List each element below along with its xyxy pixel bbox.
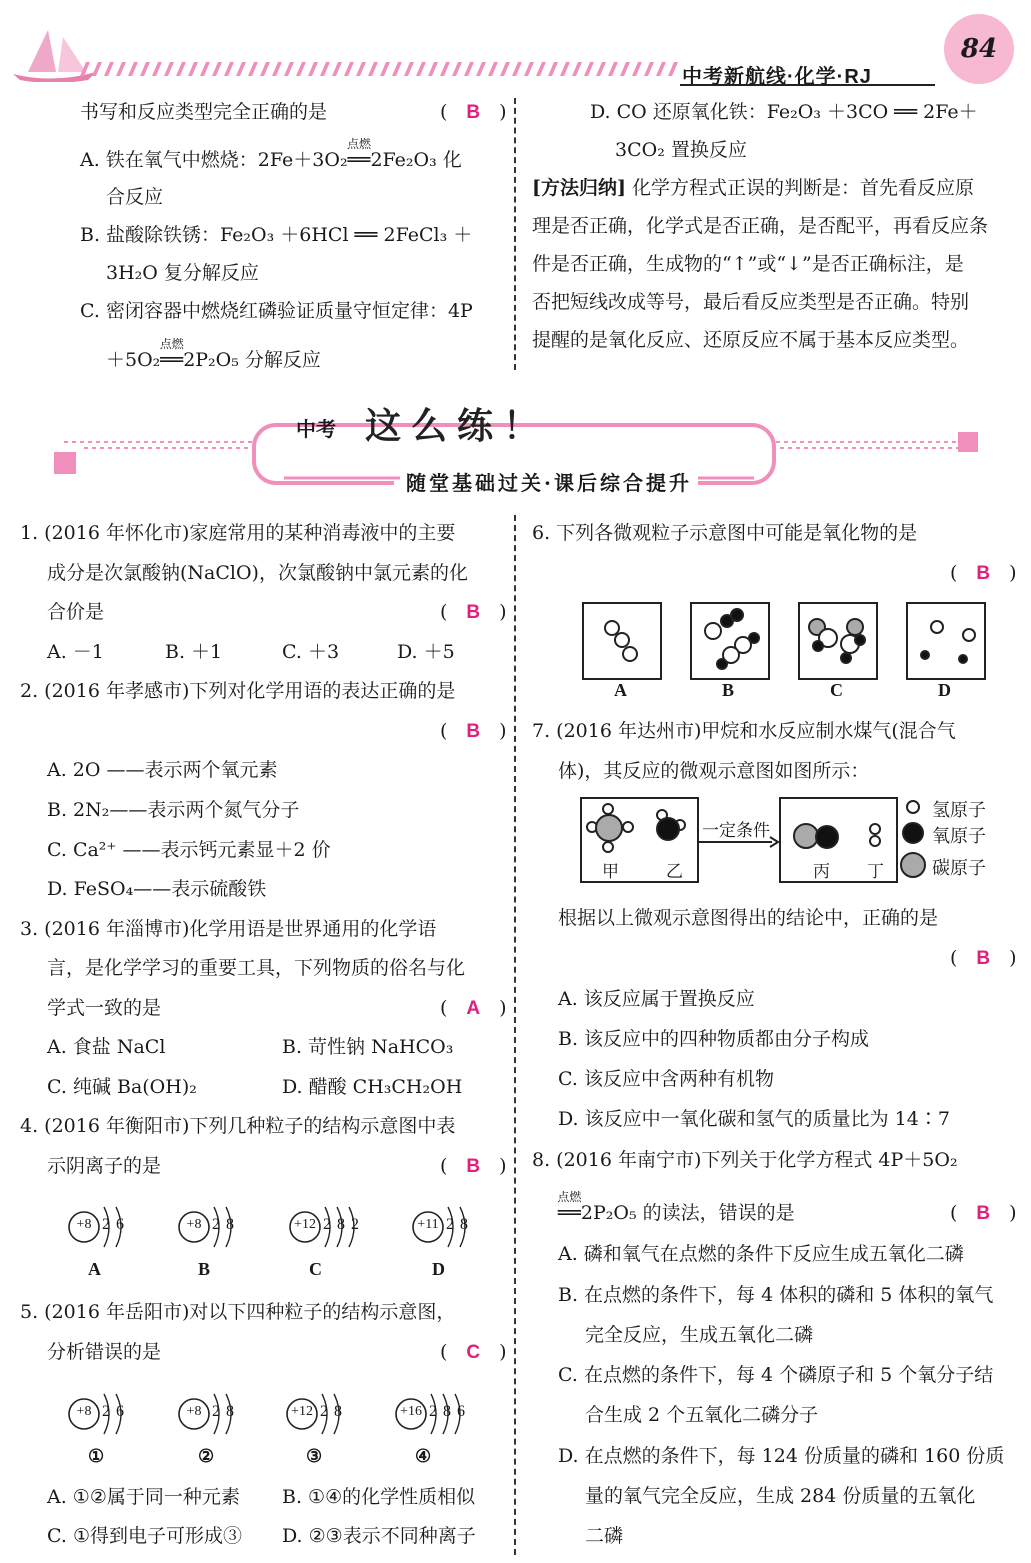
species-label: 丁 <box>867 862 884 882</box>
question-text: 8. (2016 年南宁市)下列关于化学方程式 4P＋5O₂ <box>532 1149 958 1171</box>
option-c-text: ＋5O₂ <box>106 349 161 371</box>
diagram-label: D <box>432 1259 445 1279</box>
question-text: 3. (2016 年淄博市)化学用语是世界通用的化学语 <box>20 918 437 940</box>
atom-structure-diagram <box>284 1390 379 1470</box>
diagram-label: ① <box>88 1446 105 1466</box>
option-c-cont: 合生成 2 个五氧化二磷分子 <box>585 1404 819 1426</box>
reactants-box <box>580 797 699 883</box>
option-d: D. 该反应中一氧化碳和氢气的质量比为 14∶7 <box>558 1108 950 1130</box>
diagram-label: ④ <box>415 1446 432 1466</box>
black-atom-icon <box>854 634 866 646</box>
option-a <box>80 137 462 172</box>
shell-electrons: 2 8 <box>212 1216 235 1233</box>
nucleus-charge: +8 <box>76 1404 92 1419</box>
main-column-divider <box>514 515 516 1555</box>
question-text-2: 2P₂O₅ 的读法，错误的是 <box>580 1202 795 1224</box>
legend-label: 碳原子 <box>932 858 986 879</box>
nucleus-charge: +12 <box>291 1404 313 1419</box>
question-text: 1. (2016 年怀化市)家庭常用的某种消毒液中的主要 <box>20 522 456 544</box>
option-b: B. ＋1 <box>165 641 223 663</box>
shell-electrons: 2 8 <box>446 1216 469 1233</box>
answer-bracket: ( B ) <box>950 947 1017 969</box>
hydrogen-atom-icon <box>869 835 881 847</box>
species-label: 甲 <box>602 862 619 882</box>
answer: B <box>466 102 481 123</box>
option-d-cont: 二磷 <box>585 1525 624 1547</box>
answer-bracket: ( B ) <box>440 1155 507 1177</box>
answer: B <box>466 721 481 742</box>
atom-structure-diagram <box>176 1390 271 1470</box>
option-b: B. 2N₂——表示两个氮气分子 <box>47 799 300 821</box>
box-label: D <box>938 680 951 700</box>
banner-title: 这么练！ <box>365 406 550 447</box>
diagram-label: ② <box>198 1446 215 1466</box>
question-text: 体)，其反应的微观示意图如图所示： <box>558 760 870 782</box>
page-number: 84 <box>944 14 1014 84</box>
box-label: A <box>614 680 627 700</box>
particle-box-a <box>582 602 662 680</box>
answer-bracket: ( B ) <box>950 1202 1017 1224</box>
species-label: 乙 <box>666 862 683 882</box>
method-line: 理是否正确，化学式是否正确，是否配平，再看反应条 <box>532 215 989 237</box>
hydrogen-legend-icon <box>906 800 920 814</box>
option-b: B. ①④的化学性质相似 <box>282 1486 476 1508</box>
question-text: 合价是 <box>47 601 105 623</box>
black-atom-icon <box>920 650 930 660</box>
products-box <box>779 797 898 883</box>
black-atom-icon <box>840 652 852 664</box>
question-text: 成分是次氯酸钠(NaClO)，次氯酸钠中氯元素的化 <box>47 562 468 584</box>
nucleus-charge: +8 <box>186 1217 202 1232</box>
option-c-cont <box>106 337 321 372</box>
option-a-text2: 2Fe₂O₃ 化 <box>370 149 462 171</box>
carbon-legend-icon <box>900 852 926 878</box>
shell-electrons: 2 8 6 <box>429 1403 466 1420</box>
top-column-divider <box>514 98 516 370</box>
method-line: 提醒的是氧化反应、还原反应不属于基本反应类型。 <box>532 329 970 351</box>
black-atom-icon <box>716 658 728 670</box>
species-label: 丙 <box>813 862 830 882</box>
option-c: C. 密闭容器中燃烧红磷验证质量守恒定律：4P <box>80 300 473 322</box>
black-atom-icon <box>730 608 744 622</box>
banner-title-small: 中考 <box>296 417 336 441</box>
shell-electrons: 2 8 2 <box>323 1216 360 1233</box>
option-d-cont: 3CO₂ 置换反应 <box>615 139 747 161</box>
black-atom-icon <box>748 632 760 644</box>
option-d: D. ＋5 <box>397 641 455 663</box>
nucleus-charge: +8 <box>186 1404 202 1419</box>
option-c: C. 纯碱 Ba(OH)₂ <box>47 1076 197 1098</box>
shell-electrons: 2 8 <box>212 1403 235 1420</box>
question-text: 分析错误的是 <box>47 1341 162 1363</box>
particle-box-c <box>798 602 878 680</box>
method-tag: [方法归纳] <box>532 177 626 199</box>
option-d: D. 在点燃的条件下，每 124 份质量的磷和 160 份质 <box>558 1445 1005 1467</box>
nucleus-charge: +11 <box>417 1217 439 1232</box>
hydrogen-atom-icon <box>602 841 614 853</box>
method-line: 化学方程式正误的判断是：首先看反应原 <box>632 177 975 199</box>
black-atom-icon <box>812 640 824 652</box>
header-stripe <box>80 62 680 76</box>
nucleus-charge: +8 <box>76 1217 92 1232</box>
option-d: D. 醋酸 CH₃CH₂OH <box>282 1076 463 1098</box>
answer-bracket: ( B ) <box>440 720 507 742</box>
answer-bracket: ( A ) <box>440 997 507 1019</box>
option-c: C. ＋3 <box>282 641 340 663</box>
option-a: A. 该反应属于置换反应 <box>558 988 755 1010</box>
particle-box-b <box>690 602 770 680</box>
answer: A <box>466 998 481 1019</box>
option-c: C. 该反应中含两种有机物 <box>558 1068 774 1090</box>
question-text: 学式一致的是 <box>47 997 162 1019</box>
question-text: 2. (2016 年孝感市)下列对化学用语的表达正确的是 <box>20 680 456 702</box>
diagram-label: B <box>198 1259 211 1279</box>
method-line: 否把短线改成等号，最后看反应类型是否正确。特别 <box>532 291 970 313</box>
diagram-label: C <box>309 1259 322 1279</box>
option-a: A. ①②属于同一种元素 <box>47 1486 240 1508</box>
white-atom-icon <box>704 622 722 640</box>
nucleus-charge: +12 <box>294 1217 316 1232</box>
answer-bracket: ( C ) <box>440 1341 507 1363</box>
question-text: 7. (2016 年达州市)甲烷和水反应制水煤气(混合气 <box>532 720 956 742</box>
oxygen-atom-icon <box>815 825 839 849</box>
white-atom-icon <box>622 646 638 662</box>
option-d-cont: 量的氧气完全反应，生成 284 份质量的五氧化 <box>585 1485 976 1507</box>
shell-electrons: 2 6 <box>102 1403 125 1420</box>
shell-electrons: 2 6 <box>102 1216 125 1233</box>
condition-arrow: 点燃 ══ <box>346 137 372 171</box>
question-text <box>557 1190 795 1225</box>
particle-box-d <box>906 602 986 680</box>
option-a: A. 食盐 NaCl <box>47 1036 166 1058</box>
question-text: 4. (2016 年衡阳市)下列几种粒子的结构示意图中表 <box>20 1115 456 1137</box>
condition-arrow: 点燃 ══ <box>159 337 184 371</box>
option-c-text2: 2P₂O₅ 分解反应 <box>183 349 321 371</box>
answer-bracket: ( B ) <box>440 101 507 123</box>
reaction-arrow-icon <box>698 836 780 848</box>
diagram-label: A <box>88 1259 101 1279</box>
option-d: D. FeSO₄——表示硫酸铁 <box>47 878 267 900</box>
atom-structure-diagram <box>410 1203 505 1283</box>
answer-bracket: ( B ) <box>440 601 507 623</box>
question-text: 5. (2016 年岳阳市)对以下四种粒子的结构示意图， <box>20 1301 456 1323</box>
condition-label: 点燃 <box>159 337 184 351</box>
question-text: 6. 下列各微观粒子示意图中可能是氧化物的是 <box>532 522 918 544</box>
method-line: 件是否正确，生成物的“↑”或“↓”是否正确标注，是 <box>532 253 964 275</box>
option-a: A. 磷和氧气在点燃的条件下反应生成五氧化二磷 <box>558 1243 964 1265</box>
header-title: 中考新航线·化学·RJ <box>682 66 872 88</box>
diagram-label: ③ <box>306 1446 323 1466</box>
option-b-cont: 3H₂O 复分解反应 <box>106 262 259 284</box>
legend-label: 氧原子 <box>932 826 986 847</box>
option-a-text: A. 铁在氧气中燃烧：2Fe＋3O₂ <box>80 149 348 171</box>
option-c: C. ①得到电子可形成③ <box>47 1525 242 1547</box>
option-a: A. －1 <box>47 641 104 663</box>
option-b: B. 该反应中的四种物质都由分子构成 <box>558 1028 870 1050</box>
option-d: D. ②③表示不同种离子 <box>282 1525 476 1547</box>
atom-structure-diagram <box>176 1203 271 1283</box>
oxygen-atom-icon <box>656 817 680 841</box>
shell-electrons: 2 8 <box>320 1403 343 1420</box>
condition-arrow: 点燃 ══ <box>557 1190 582 1224</box>
white-atom-icon <box>962 628 976 642</box>
answer: C <box>466 1342 481 1363</box>
atom-structure-diagram <box>66 1390 161 1470</box>
answer: B <box>466 602 481 623</box>
question-text: 示阴离子的是 <box>47 1155 162 1177</box>
option-d: D. CO 还原氧化铁：Fe₂O₃ ＋3CO ══ 2Fe＋ <box>590 101 978 123</box>
box-label: B <box>722 680 735 700</box>
carbon-atom-icon <box>595 814 623 842</box>
condition-label: 点燃 <box>557 1190 582 1204</box>
option-a-cont: 合反应 <box>106 186 164 208</box>
answer: B <box>976 563 991 584</box>
answer: B <box>976 948 991 969</box>
atom-structure-diagram <box>66 1203 161 1283</box>
box-label: C <box>830 680 843 700</box>
arrow-label: 一定条件 <box>702 821 770 841</box>
option-c: C. Ca²⁺ ——表示钙元素显＋2 价 <box>47 839 331 861</box>
oxygen-legend-icon <box>902 822 924 844</box>
question-stem: 书写和反应类型完全正确的是 <box>80 101 328 123</box>
banner-subtitle: 随堂基础过关·课后综合提升 <box>400 467 698 496</box>
option-c: C. 在点燃的条件下，每 4 个磷原子和 5 个氧分子结 <box>558 1364 994 1386</box>
question-text: 言，是化学学习的重要工具，下列物质的俗名与化 <box>47 957 466 979</box>
hydrogen-atom-icon <box>869 823 881 835</box>
option-b-cont: 完全反应，生成五氧化二磷 <box>585 1324 814 1346</box>
answer: B <box>976 1203 991 1224</box>
option-a: A. 2O ——表示两个氧元素 <box>47 759 278 781</box>
atom-structure-diagram <box>393 1390 488 1470</box>
black-atom-icon <box>958 654 968 664</box>
condition-label: 点燃 <box>346 137 372 151</box>
hydrogen-atom-icon <box>622 821 634 833</box>
nucleus-charge: +16 <box>400 1404 422 1419</box>
option-b: B. 盐酸除铁锈：Fe₂O₃ ＋6HCl ══ 2FeCl₃ ＋ <box>80 224 473 246</box>
option-b: B. 在点燃的条件下，每 4 体积的磷和 5 体积的氧气 <box>558 1284 994 1306</box>
atom-structure-diagram <box>287 1203 382 1283</box>
question-text: 根据以上微观示意图得出的结论中，正确的是 <box>558 907 939 929</box>
white-atom-icon <box>930 620 944 634</box>
option-b: B. 苛性钠 NaHCO₃ <box>282 1036 454 1058</box>
header-underline <box>680 84 935 86</box>
answer-bracket: ( B ) <box>950 562 1017 584</box>
answer: B <box>466 1156 481 1177</box>
legend-label: 氢原子 <box>932 800 986 821</box>
